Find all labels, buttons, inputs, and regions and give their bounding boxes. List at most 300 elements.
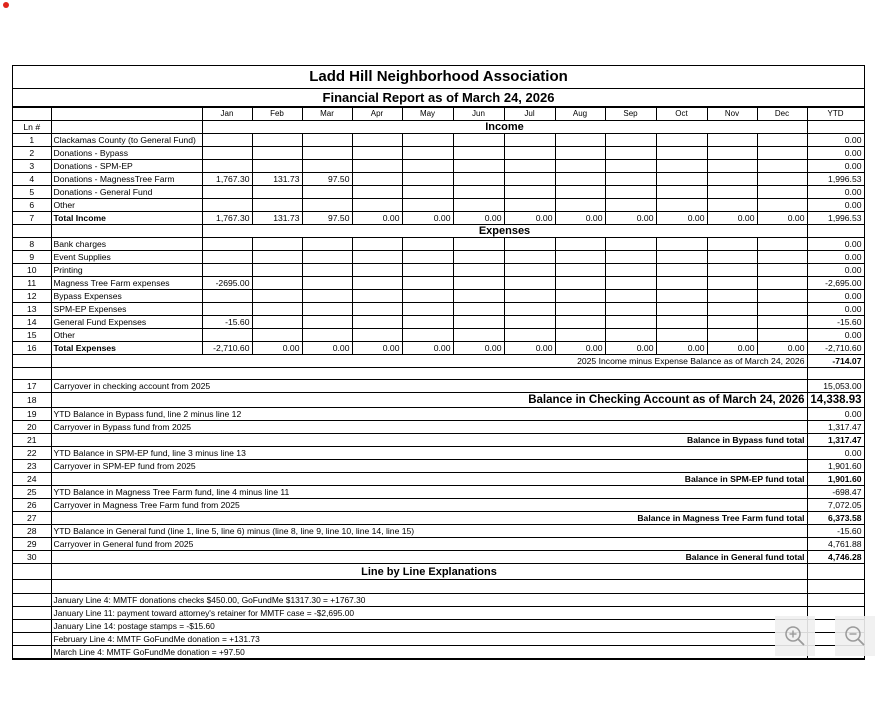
summary-value: 7,072.05 bbox=[807, 499, 864, 512]
month-value bbox=[504, 199, 555, 212]
month-value bbox=[555, 147, 605, 160]
month-value bbox=[252, 134, 302, 147]
summary-row bbox=[13, 473, 864, 486]
month-value: -15.60 bbox=[202, 316, 252, 329]
month-value bbox=[202, 134, 252, 147]
month-value bbox=[757, 264, 807, 277]
month-value bbox=[707, 316, 757, 329]
summary-row bbox=[13, 551, 864, 564]
ln-cell bbox=[13, 607, 51, 620]
month-value bbox=[252, 264, 302, 277]
spacer-cell bbox=[51, 580, 807, 594]
ln-cell bbox=[13, 580, 51, 594]
ytd-value: -15.60 bbox=[807, 316, 864, 329]
month-value bbox=[555, 329, 605, 342]
explanations-title: Line by Line Explanations bbox=[51, 564, 807, 580]
month-value bbox=[352, 147, 402, 160]
month-value bbox=[202, 290, 252, 303]
month-value bbox=[707, 303, 757, 316]
month-value bbox=[555, 134, 605, 147]
summary-value: 0.00 bbox=[807, 447, 864, 460]
income-row bbox=[13, 173, 864, 186]
financial-report-sheet bbox=[12, 65, 865, 660]
income-section-row bbox=[13, 121, 864, 134]
ytd-value: -2,710.60 bbox=[807, 342, 864, 355]
month-value bbox=[402, 173, 453, 186]
month-value bbox=[605, 290, 656, 303]
ln-cell bbox=[13, 633, 51, 646]
month-value bbox=[504, 160, 555, 173]
report-table bbox=[13, 107, 865, 659]
month-value bbox=[555, 290, 605, 303]
month-value: 0.00 bbox=[352, 212, 402, 225]
line-number: 21 bbox=[13, 434, 51, 447]
month-value bbox=[302, 160, 352, 173]
line-number: 10 bbox=[13, 264, 51, 277]
status-dot bbox=[3, 2, 9, 8]
line-number: 11 bbox=[13, 277, 51, 290]
month-value bbox=[656, 316, 707, 329]
month-value bbox=[352, 160, 402, 173]
line-number: 1 bbox=[13, 134, 51, 147]
month-value: 0.00 bbox=[707, 212, 757, 225]
explanation-row bbox=[13, 633, 864, 646]
month-value bbox=[402, 277, 453, 290]
ln-cell bbox=[13, 368, 51, 380]
line-label: Other bbox=[51, 329, 202, 342]
month-value: 0.00 bbox=[656, 212, 707, 225]
month-value bbox=[252, 251, 302, 264]
summary-label: Carryover in checking account from 2025 bbox=[51, 380, 807, 393]
month-value bbox=[757, 316, 807, 329]
month-header: Feb bbox=[252, 108, 302, 121]
line-label: Other bbox=[51, 199, 202, 212]
line-number: 6 bbox=[13, 199, 51, 212]
line-number: 2 bbox=[13, 147, 51, 160]
income-row bbox=[13, 147, 864, 160]
spacer-row bbox=[13, 580, 864, 594]
expense-row bbox=[13, 264, 864, 277]
month-value bbox=[504, 303, 555, 316]
month-value bbox=[402, 303, 453, 316]
line-label: Printing bbox=[51, 264, 202, 277]
month-value bbox=[707, 134, 757, 147]
month-value bbox=[352, 238, 402, 251]
month-value bbox=[202, 147, 252, 160]
month-value bbox=[453, 186, 504, 199]
month-value bbox=[202, 238, 252, 251]
month-header: Dec bbox=[757, 108, 807, 121]
summary-label: YTD Balance in Magness Tree Farm fund, line 4 minus line 11 bbox=[51, 486, 807, 499]
month-value bbox=[605, 147, 656, 160]
month-value bbox=[504, 277, 555, 290]
summary-row bbox=[13, 525, 864, 538]
month-value bbox=[402, 134, 453, 147]
month-value bbox=[757, 290, 807, 303]
month-value bbox=[504, 316, 555, 329]
month-value bbox=[707, 238, 757, 251]
explanation-text: January Line 14: postage stamps = -$15.60 bbox=[51, 620, 807, 633]
line-label: General Fund Expenses bbox=[51, 316, 202, 329]
month-value bbox=[252, 147, 302, 160]
month-value: 0.00 bbox=[707, 342, 757, 355]
report-title: Ladd Hill Neighborhood Association bbox=[13, 66, 864, 89]
summary-row bbox=[13, 393, 864, 408]
month-value bbox=[555, 160, 605, 173]
month-value bbox=[605, 303, 656, 316]
ytd-cell bbox=[807, 225, 864, 238]
ytd-value: 0.00 bbox=[807, 160, 864, 173]
month-value: 0.00 bbox=[252, 342, 302, 355]
explanation-row bbox=[13, 607, 864, 620]
summary-label: YTD Balance in Bypass fund, line 2 minus line 12 bbox=[51, 408, 807, 421]
month-value: 0.00 bbox=[302, 342, 352, 355]
month-value bbox=[504, 329, 555, 342]
explanations-header-row bbox=[13, 564, 864, 580]
summary-row bbox=[13, 460, 864, 473]
month-value: 0.00 bbox=[757, 342, 807, 355]
month-value bbox=[757, 160, 807, 173]
month-value: 1,767.30 bbox=[202, 212, 252, 225]
month-value bbox=[656, 251, 707, 264]
line-label: SPM-EP Expenses bbox=[51, 303, 202, 316]
month-value bbox=[656, 134, 707, 147]
label-cell bbox=[51, 121, 202, 134]
month-header: May bbox=[402, 108, 453, 121]
income-row bbox=[13, 186, 864, 199]
fund-total-value: 4,746.28 bbox=[807, 551, 864, 564]
summary-row bbox=[13, 434, 864, 447]
month-value: 97.50 bbox=[302, 212, 352, 225]
ytd-cell bbox=[807, 564, 864, 580]
income-row bbox=[13, 160, 864, 173]
summary-row bbox=[13, 538, 864, 551]
month-value: 0.00 bbox=[453, 212, 504, 225]
month-value bbox=[252, 329, 302, 342]
label-header-cell bbox=[51, 108, 202, 121]
month-value bbox=[302, 303, 352, 316]
line-number: 12 bbox=[13, 290, 51, 303]
line-number: 28 bbox=[13, 525, 51, 538]
month-value bbox=[402, 160, 453, 173]
month-value bbox=[252, 316, 302, 329]
month-value bbox=[402, 329, 453, 342]
line-number: 4 bbox=[13, 173, 51, 186]
month-value bbox=[605, 316, 656, 329]
month-value bbox=[402, 147, 453, 160]
month-value bbox=[352, 290, 402, 303]
month-value bbox=[504, 186, 555, 199]
line-number: 20 bbox=[13, 421, 51, 434]
month-value bbox=[656, 290, 707, 303]
month-value: 0.00 bbox=[402, 342, 453, 355]
month-value bbox=[555, 264, 605, 277]
month-value: 97.50 bbox=[302, 173, 352, 186]
month-value bbox=[605, 238, 656, 251]
month-value bbox=[504, 264, 555, 277]
month-value bbox=[302, 186, 352, 199]
ln-cell bbox=[13, 355, 51, 368]
explanation-row bbox=[13, 594, 864, 607]
expense-row bbox=[13, 238, 864, 251]
line-label: Magness Tree Farm expenses bbox=[51, 277, 202, 290]
ytd-value: 0.00 bbox=[807, 186, 864, 199]
explanation-text: January Line 4: MMTF donations checks $450.00, GoFundMe $1317.30 = +1767.30 bbox=[51, 594, 807, 607]
line-number: 13 bbox=[13, 303, 51, 316]
ln-cell bbox=[13, 108, 51, 121]
zoom-in-icon bbox=[783, 624, 807, 648]
ytd-value: 0.00 bbox=[807, 303, 864, 316]
line-number: 25 bbox=[13, 486, 51, 499]
month-value bbox=[302, 329, 352, 342]
month-value bbox=[707, 251, 757, 264]
line-number: 15 bbox=[13, 329, 51, 342]
fund-total-label: Balance in Magness Tree Farm fund total bbox=[51, 512, 807, 525]
month-value bbox=[352, 173, 402, 186]
line-number: 14 bbox=[13, 316, 51, 329]
ytd-value: 0.00 bbox=[807, 290, 864, 303]
ln-cell bbox=[13, 225, 51, 238]
line-number: 3 bbox=[13, 160, 51, 173]
month-value bbox=[202, 186, 252, 199]
month-value bbox=[605, 186, 656, 199]
line-number: 5 bbox=[13, 186, 51, 199]
ytd-value: 1,996.53 bbox=[807, 173, 864, 186]
month-value: 0.00 bbox=[605, 212, 656, 225]
month-value: 0.00 bbox=[352, 342, 402, 355]
month-header-row bbox=[13, 108, 864, 121]
month-value bbox=[453, 264, 504, 277]
ytd-value: 0.00 bbox=[807, 238, 864, 251]
line-label: Total Expenses bbox=[51, 342, 202, 355]
month-value bbox=[302, 199, 352, 212]
report-table-body bbox=[13, 108, 864, 659]
fund-total-label: Balance in Bypass fund total bbox=[51, 434, 807, 447]
month-value bbox=[656, 303, 707, 316]
month-value bbox=[757, 277, 807, 290]
month-header: Nov bbox=[707, 108, 757, 121]
month-value bbox=[504, 173, 555, 186]
summary-label: Carryover in Bypass fund from 2025 bbox=[51, 421, 807, 434]
month-value bbox=[656, 186, 707, 199]
line-label: Donations - SPM-EP bbox=[51, 160, 202, 173]
line-label: Total Income bbox=[51, 212, 202, 225]
month-value bbox=[302, 238, 352, 251]
month-value bbox=[605, 199, 656, 212]
expense-row bbox=[13, 329, 864, 342]
explanation-text: March Line 4: MMTF GoFundMe donation = +97.50 bbox=[51, 646, 807, 659]
fund-total-value: 6,373.58 bbox=[807, 512, 864, 525]
summary-label: Carryover in SPM-EP fund from 2025 bbox=[51, 460, 807, 473]
month-value: 0.00 bbox=[757, 212, 807, 225]
zoom-in-button[interactable] bbox=[775, 616, 815, 656]
summary-label: Carryover in General fund from 2025 bbox=[51, 538, 807, 551]
line-number: 29 bbox=[13, 538, 51, 551]
month-value bbox=[707, 160, 757, 173]
balance-line-value: -714.07 bbox=[807, 355, 864, 368]
month-value: 0.00 bbox=[605, 342, 656, 355]
month-value bbox=[555, 316, 605, 329]
month-value bbox=[352, 303, 402, 316]
month-value bbox=[252, 199, 302, 212]
month-header: Aug bbox=[555, 108, 605, 121]
month-value: 131.73 bbox=[252, 212, 302, 225]
zoom-out-button[interactable] bbox=[835, 616, 875, 656]
month-value bbox=[202, 264, 252, 277]
month-value: -2,710.60 bbox=[202, 342, 252, 355]
month-header: Sep bbox=[605, 108, 656, 121]
fund-total-label: Balance in SPM-EP fund total bbox=[51, 473, 807, 486]
month-value bbox=[453, 329, 504, 342]
month-value bbox=[555, 199, 605, 212]
line-number: 22 bbox=[13, 447, 51, 460]
month-value bbox=[302, 147, 352, 160]
ytd-value: 1,996.53 bbox=[807, 212, 864, 225]
month-value bbox=[252, 186, 302, 199]
month-value bbox=[352, 134, 402, 147]
ln-cell bbox=[13, 646, 51, 659]
month-value bbox=[453, 199, 504, 212]
month-value bbox=[453, 290, 504, 303]
month-value bbox=[605, 264, 656, 277]
month-value: 0.00 bbox=[402, 212, 453, 225]
month-value bbox=[302, 251, 352, 264]
ytd-value: 0.00 bbox=[807, 251, 864, 264]
report-subtitle: Financial Report as of March 24, 2026 bbox=[13, 89, 864, 107]
month-value bbox=[402, 199, 453, 212]
month-value bbox=[707, 199, 757, 212]
explanation-text: January Line 11: payment toward attorney's retainer for MMTF case = -$2,695.00 bbox=[51, 607, 807, 620]
month-value bbox=[555, 303, 605, 316]
month-value: 0.00 bbox=[555, 212, 605, 225]
month-value bbox=[555, 238, 605, 251]
summary-row bbox=[13, 447, 864, 460]
line-number: 18 bbox=[13, 393, 51, 408]
month-value bbox=[202, 251, 252, 264]
line-number: 9 bbox=[13, 251, 51, 264]
month-value bbox=[757, 199, 807, 212]
explanation-text: February Line 4: MMTF GoFundMe donation = +131.73 bbox=[51, 633, 807, 646]
month-value bbox=[302, 134, 352, 147]
month-value bbox=[605, 251, 656, 264]
month-value bbox=[555, 186, 605, 199]
month-value bbox=[555, 277, 605, 290]
expense-row bbox=[13, 277, 864, 290]
summary-row bbox=[13, 408, 864, 421]
ln-cell bbox=[13, 564, 51, 580]
summary-value: 1,317.47 bbox=[807, 421, 864, 434]
month-header: Apr bbox=[352, 108, 402, 121]
month-value bbox=[707, 264, 757, 277]
month-value bbox=[757, 303, 807, 316]
month-value bbox=[252, 277, 302, 290]
line-label: Donations - General Fund bbox=[51, 186, 202, 199]
line-number: 30 bbox=[13, 551, 51, 564]
month-value: 0.00 bbox=[656, 342, 707, 355]
summary-row bbox=[13, 380, 864, 393]
expenses-section-row bbox=[13, 225, 864, 238]
month-value bbox=[757, 173, 807, 186]
fund-total-value: 1,901.60 bbox=[807, 473, 864, 486]
month-value bbox=[252, 303, 302, 316]
month-value bbox=[757, 329, 807, 342]
ln-header: Ln # bbox=[13, 121, 51, 134]
month-value bbox=[352, 264, 402, 277]
month-value: 0.00 bbox=[504, 342, 555, 355]
month-value bbox=[252, 238, 302, 251]
month-value: 1,767.30 bbox=[202, 173, 252, 186]
income-section-title: Income bbox=[202, 121, 807, 134]
month-value bbox=[707, 277, 757, 290]
month-value bbox=[757, 186, 807, 199]
month-value: -2695.00 bbox=[202, 277, 252, 290]
month-value bbox=[453, 147, 504, 160]
month-value bbox=[707, 173, 757, 186]
month-value bbox=[402, 316, 453, 329]
expense-row bbox=[13, 316, 864, 329]
summary-row bbox=[13, 486, 864, 499]
month-value bbox=[402, 264, 453, 277]
summary-value: 4,761.88 bbox=[807, 538, 864, 551]
month-value bbox=[757, 251, 807, 264]
summary-row bbox=[13, 499, 864, 512]
month-value bbox=[453, 316, 504, 329]
month-value bbox=[656, 329, 707, 342]
label-cell bbox=[51, 225, 202, 238]
line-number: 7 bbox=[13, 212, 51, 225]
ytd-cell bbox=[807, 368, 864, 380]
line-label: Event Supplies bbox=[51, 251, 202, 264]
month-value bbox=[504, 134, 555, 147]
summary-value: 0.00 bbox=[807, 408, 864, 421]
summary-row bbox=[13, 512, 864, 525]
month-value bbox=[656, 238, 707, 251]
month-value bbox=[352, 251, 402, 264]
month-value: 0.00 bbox=[453, 342, 504, 355]
checking-balance-value: 14,338.93 bbox=[807, 393, 864, 408]
line-number: 16 bbox=[13, 342, 51, 355]
month-value bbox=[202, 199, 252, 212]
month-header: Jun bbox=[453, 108, 504, 121]
line-number: 19 bbox=[13, 408, 51, 421]
expense-row bbox=[13, 303, 864, 316]
month-value bbox=[453, 277, 504, 290]
expense-row bbox=[13, 251, 864, 264]
month-value bbox=[302, 277, 352, 290]
ytd-cell bbox=[807, 121, 864, 134]
month-value bbox=[605, 277, 656, 290]
income-row bbox=[13, 199, 864, 212]
month-value bbox=[757, 238, 807, 251]
month-value bbox=[202, 329, 252, 342]
month-value bbox=[453, 160, 504, 173]
month-value bbox=[656, 199, 707, 212]
month-value bbox=[707, 147, 757, 160]
ln-cell bbox=[13, 620, 51, 633]
month-header: Jul bbox=[504, 108, 555, 121]
line-number: 27 bbox=[13, 512, 51, 525]
month-value bbox=[504, 238, 555, 251]
checking-balance-label: Balance in Checking Account as of March 24, 2026 bbox=[51, 393, 807, 408]
fund-total-label: Balance in General fund total bbox=[51, 551, 807, 564]
ln-cell bbox=[13, 594, 51, 607]
summary-value: 15,053.00 bbox=[807, 380, 864, 393]
month-value bbox=[453, 238, 504, 251]
income-row bbox=[13, 212, 864, 225]
explanation-row bbox=[13, 646, 864, 659]
month-value bbox=[402, 186, 453, 199]
balance-line-label: 2025 Income minus Expense Balance as of March 24, 2026 bbox=[51, 355, 807, 368]
